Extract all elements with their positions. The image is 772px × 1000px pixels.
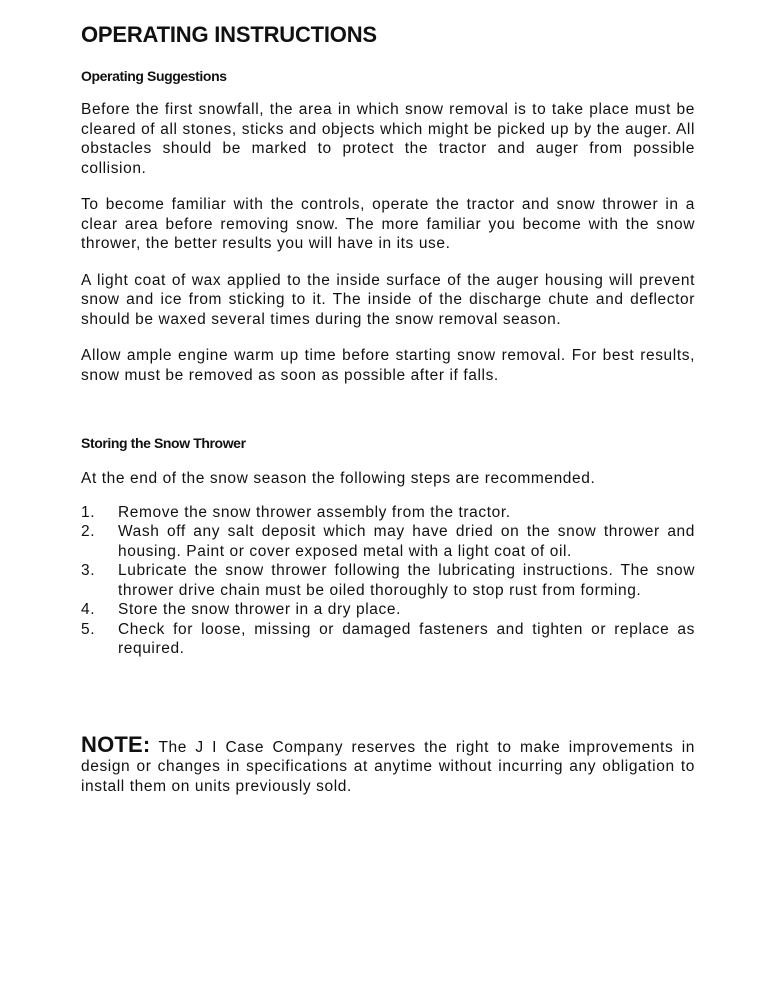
list-item-number: 5. [81, 620, 96, 638]
paragraph-wax-coat: A light coat of wax applied to the inside surface of the auger housing will prevent snow and ice from sticking to it. The inside of the discharge chute and deflector should be waxed several times during the snow removal season. [81, 271, 695, 328]
section-heading-operating-suggestions: Operating Suggestions [81, 68, 227, 84]
storage-steps-list [81, 503, 695, 659]
list-item [81, 503, 695, 523]
paragraph-clear-area: Before the first snowfall, the area in which snow removal is to take place must be cleared of all stones, sticks and objects which might be picked up by the auger. All obstacles should be marked to protect the tractor and auger from possible collision. [81, 101, 695, 177]
list-item-number: 3. [81, 562, 96, 579]
list-item-text: Store the snow thrower in a dry place. [118, 601, 401, 618]
document-page [81, 20, 695, 796]
paragraph-storage-intro: At the end of the snow season the following steps are recommended. [81, 470, 596, 487]
list-item-text: Remove the snow thrower assembly from the tractor. [118, 503, 511, 521]
list-item-text: Lubricate the snow thrower following the lubricating instructions. The snow thrower drive chain must be oiled thoroughly to stop rust from forming. [118, 562, 695, 599]
list-item-number: 2. [81, 523, 96, 540]
paragraph-familiar-controls: To become familiar with the controls, operate the tractor and snow thrower in a clear area before removing snow. The more familiar you become with the snow thrower, the better results you will have in its use. [81, 196, 695, 252]
list-item-text: Wash off any salt deposit which may have dried on the snow thrower and housing. Paint or cover exposed metal with a light coat of oil. [118, 523, 695, 560]
list-item-number: 1. [81, 503, 96, 521]
section-heading-storing: Storing the Snow Thrower [81, 435, 246, 451]
note-text: The J I Case Company reserves the right to make improvements in design or changes in specifications at anytime without incurring any obligation to install them on units previously sold. [81, 738, 695, 795]
paragraph-warm-up: Allow ample engine warm up time before starting snow removal. For best results, snow must be removed as soon as possible after if falls. [81, 347, 695, 384]
list-item-number: 4. [81, 601, 96, 618]
page-title: OPERATING INSTRUCTIONS [81, 22, 377, 47]
list-item [81, 522, 695, 561]
list-item [81, 620, 695, 659]
note-paragraph [81, 731, 695, 797]
list-item-text: Check for loose, missing or damaged fasteners and tighten or replace as required. [118, 620, 695, 657]
list-item [81, 561, 695, 600]
note-label: NOTE: [81, 731, 151, 757]
list-item [81, 600, 695, 620]
